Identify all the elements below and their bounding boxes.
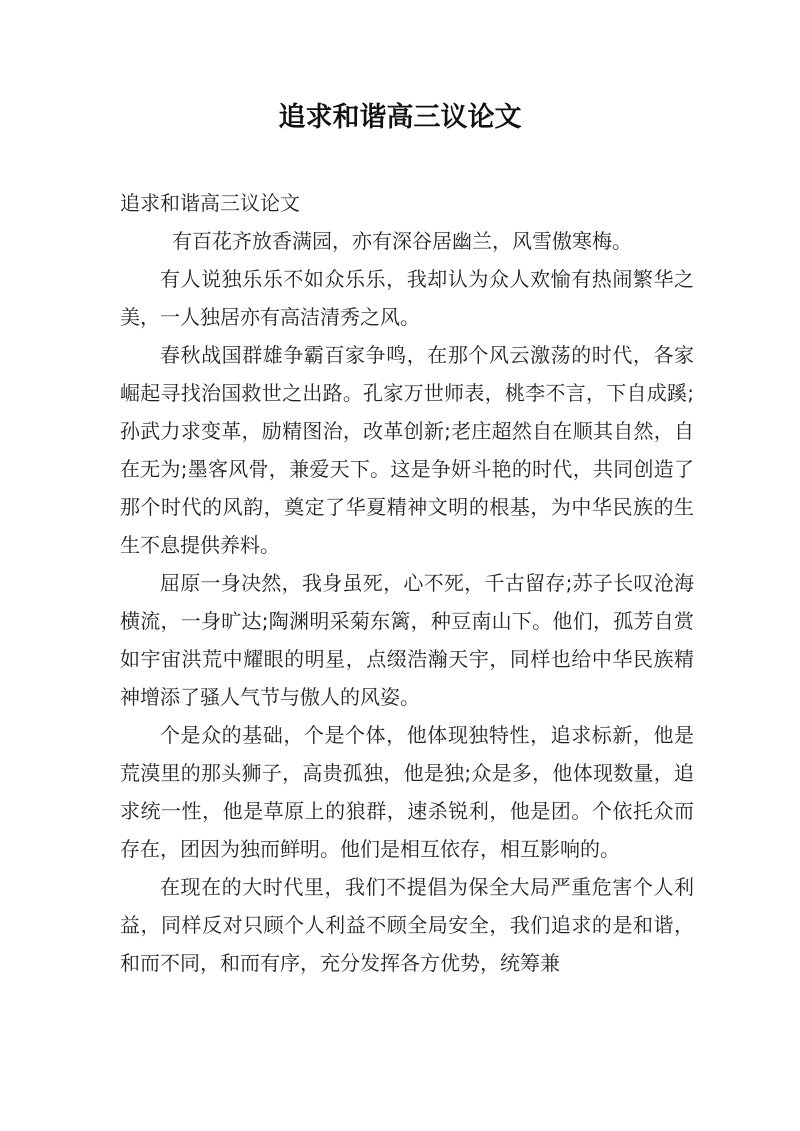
- body-paragraph: 有人说独乐乐不如众乐乐，我却认为众人欢愉有热闹繁华之美，一人独居亦有高洁清秀之风。: [120, 267, 694, 329]
- lead-paragraph: 有百花齐放香满园，亦有深谷居幽兰，风雪傲寒梅。: [172, 229, 632, 253]
- body-paragraph: 屈原一身决然，我身虽死，心不死，千古留存;苏子长叹沧海横流，一身旷达;陶渊明采菊东篱，种豆南山下。他们，孤芳自赏如宇宙洪荒中耀眼的明星，点缀浩瀚天宇，同样也给中华民族精神增添了骚人气节与傲人的风姿。: [120, 571, 694, 709]
- body-paragraph: 春秋战国群雄争霸百家争鸣，在那个风云激荡的时代，各家崛起寻找治国救世之出路。孔家万世师表，桃李不言，下自成蹊;孙武力求变革，励精图治，改革创新;老庄超然自在顺其自然，自在无为;墨客风骨，兼爱天下。这是争妍斗艳的时代，共同创造了那个时代的风韵，奠定了华夏精神文明的根基，为中华民族的生生不息提供养料。: [120, 343, 694, 557]
- document-subtitle: 追求和谐高三议论文: [120, 191, 300, 215]
- body-paragraph: 个是众的基础，个是个体，他体现独特性，追求标新，他是荒漠里的那头狮子，高贵孤独，他是独;众是多，他体现数量，追求统一性，他是草原上的狼群，速杀锐利，他是团。个依托众而存在，团因为独而鲜明。他们是相互依存，相互影响的。: [120, 723, 694, 861]
- body-paragraph: 在现在的大时代里，我们不提倡为保全大局严重危害个人利益，同样反对只顾个人利益不顾全局安全，我们追求的是和谐，和而不同，和而有序，充分发挥各方优势，统筹兼: [120, 875, 694, 975]
- document-title: 追求和谐高三议论文: [278, 102, 522, 133]
- document-body: [120, 184, 694, 982]
